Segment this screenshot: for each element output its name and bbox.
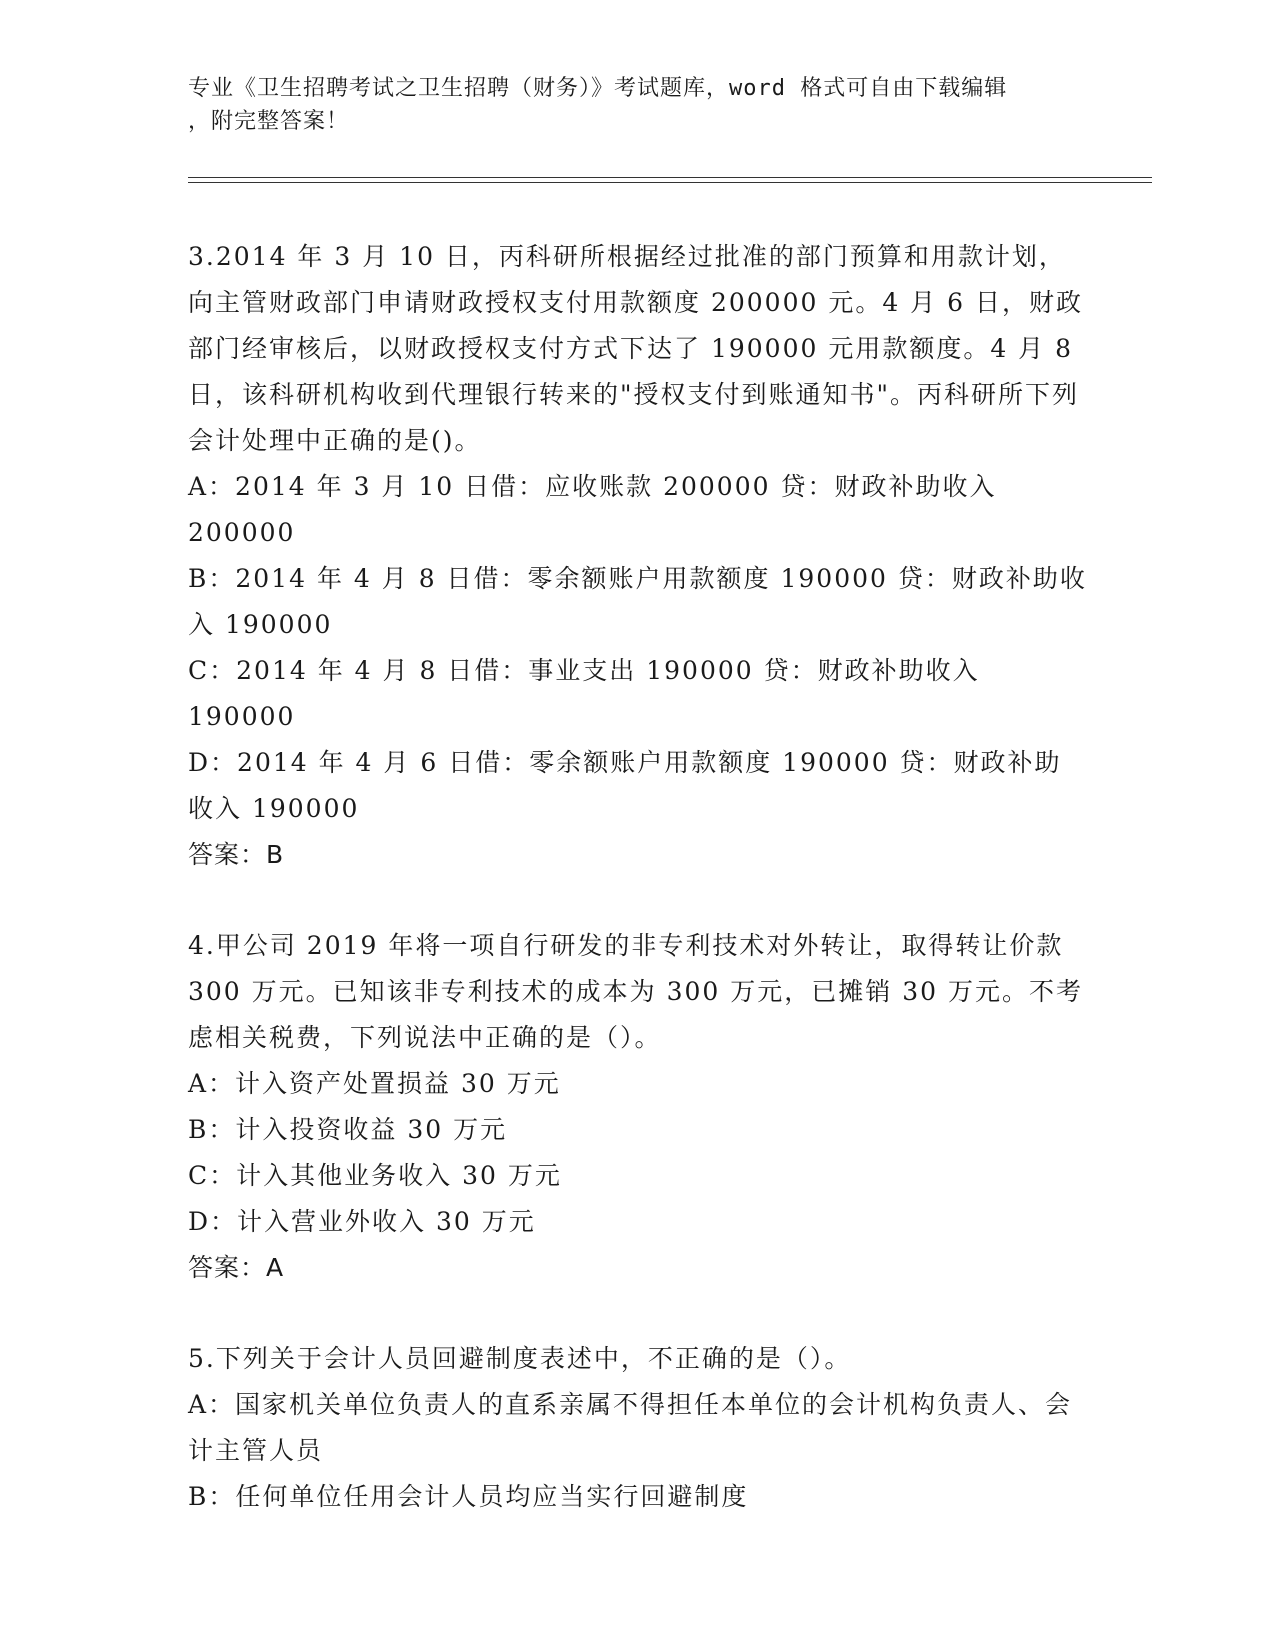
header-divider-top (188, 177, 1152, 178)
question-3 (188, 234, 1088, 878)
question-stem: 4.甲公司 2019 年将一项自行研发的非专利技术对外转让，取得转让价款 300 万元。已知该非专利技术的成本为 300 万元，已摊销 30 万元。不考虑相关税费，下列说法中正确的是（）。 (188, 931, 1083, 1052)
header-line-1: 专业《卫生招聘考试之卫生招聘（财务）》考试题库，word 格式可自由下载编辑 (188, 76, 1008, 101)
option-c: C：2014 年 4 月 8 日借：事业支出 190000 贷：财政补助收入 190000 (188, 656, 980, 731)
question-stem: 5.下列关于会计人员回避制度表述中，不正确的是（）。 (188, 1344, 852, 1373)
question-4 (188, 923, 1088, 1291)
document-header (188, 72, 1068, 138)
header-line-2: ，附完整答案！ (188, 109, 350, 134)
option-d: D：计入营业外收入 30 万元 (188, 1207, 536, 1236)
answer-label: 答案：B (188, 840, 285, 869)
option-d: D：2014 年 4 月 6 日借：零余额账户用款额度 190000 贷：财政补助收入 190000 (188, 748, 1062, 823)
question-spacer (188, 1291, 1088, 1336)
option-b: B：计入投资收益 30 万元 (188, 1115, 508, 1144)
question-stem: 3.2014 年 3 月 10 日，丙科研所根据经过批准的部门预算和用款计划，向主管财政部门申请财政授权支付用款额度 200000 元。4 月 6 日，财政部门经审核后，以财政授权支付方式下达了 190000 元用款额度。4 月 8 日，该科研机构收到代理银行转来的"授权支付到账通知书"。丙科研所下列会计处理中正确的是()。 (188, 242, 1083, 455)
option-a: A：计入资产处置损益 30 万元 (188, 1069, 561, 1098)
option-b: B：2014 年 4 月 8 日借：零余额账户用款额度 190000 贷：财政补助收入 190000 (188, 564, 1087, 639)
header-divider-bottom (188, 182, 1152, 183)
option-a: A：国家机关单位负责人的直系亲属不得担任本单位的会计机构负责人、会计主管人员 (188, 1390, 1073, 1465)
answer-label: 答案：A (188, 1253, 285, 1282)
option-c: C：计入其他业务收入 30 万元 (188, 1161, 562, 1190)
option-b: B：任何单位任用会计人员均应当实行回避制度 (188, 1482, 749, 1511)
question-spacer (188, 878, 1088, 923)
question-5 (188, 1336, 1088, 1520)
option-a: A：2014 年 3 月 10 日借：应收账款 200000 贷：财政补助收入 200000 (188, 472, 997, 547)
question-list (188, 234, 1088, 1520)
